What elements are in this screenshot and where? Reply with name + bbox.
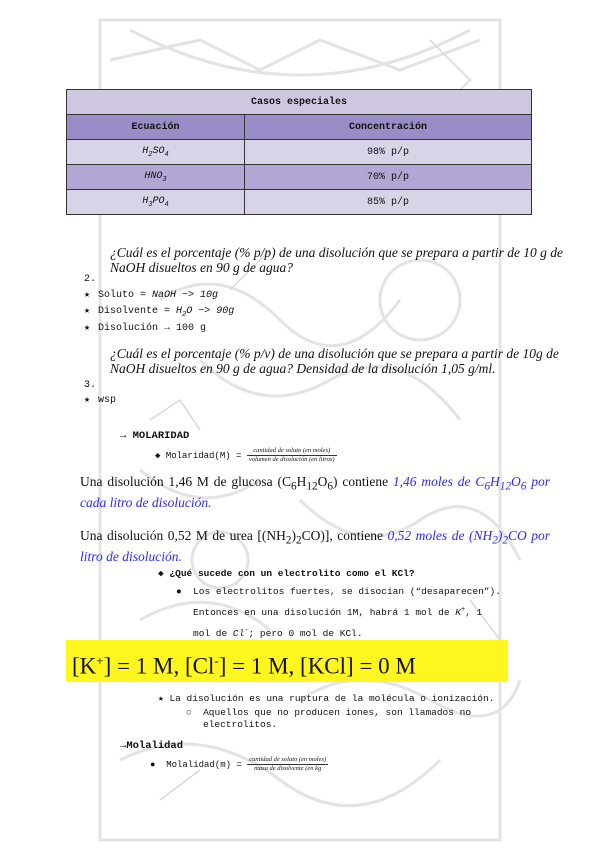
star-icon: ★ <box>84 290 91 301</box>
col-header-concentracion: Concentración <box>245 115 532 140</box>
electrolito-explanation: ● Los electrolitos fuertes, se disocian (“desaparecen”). Entonces en una disolución 1M, habrá 1 mol de K+, 1 mol de Cl-; pero 0 mol de KCl. <box>176 586 501 640</box>
ruptura-item: ★ La disolución es una ruptura de la molécula o ionización. <box>158 693 495 704</box>
molalidad-formula: ● Molalidad(m) = $\frac{\text{cantidad de soluto (en moles)}}{\text{masa de disolvente (en kg}}$ <box>150 756 327 772</box>
concentration-cell: 85% p/p <box>245 190 532 215</box>
molaridad-heading: → MOLARIDAD <box>120 430 190 442</box>
list-item: ★ Soluto = NaOH −> 10g <box>84 290 219 301</box>
table-row <box>67 140 532 165</box>
table-row <box>67 165 532 190</box>
list-item: ★ wsp <box>84 395 117 406</box>
glucosa-paragraph: Una disolución 1,46 M de glucosa $(C_6H_{12}O_6)$ contiene 1,46 moles de $C_6H_{12}O_6$ por cada litro de disolución. <box>80 474 550 510</box>
arrow-right-icon: → <box>120 430 127 442</box>
concentration-cell: 70% p/p <box>245 165 532 190</box>
no-electrolitos-item: ○ Aquellos que no producen iones, son llamados no electrolitos. <box>186 707 472 730</box>
star-icon: ★ <box>158 693 164 704</box>
list-item: ★ Disolvente = $H_2O -> 90g$ <box>84 306 235 319</box>
electrolito-question: ◆ ¿Qué sucede con un electrolito como el KCl? <box>158 568 415 579</box>
formula-cell: $H_3PO_4$ <box>67 190 245 215</box>
star-icon: ★ <box>84 323 91 334</box>
col-header-ecuacion: Ecuación <box>67 115 245 140</box>
molalidad-heading: →Molalidad <box>120 740 184 752</box>
bullet-dot-icon: ● <box>176 586 182 597</box>
highlighted-concentrations: [K+] = 1 M, [Cl-] = 1 M, [KCl] = 0 M <box>66 640 508 682</box>
molaridad-fraction: $\frac{\text{cantidad de soluto (en moles)}}{\text{volumen de disolución (en litros)}}$ <box>248 447 335 463</box>
star-icon: ★ <box>84 395 91 406</box>
circle-bullet-icon: ○ <box>186 707 192 718</box>
question-3-text: ¿Cuál es el porcentaje (% p/v) de una disolución que se prepara a partir de 10g de NaOH disueltos en 90 g de agua? Densidad de la disolución 1,05 g/ml. <box>110 346 559 376</box>
table-title: Casos especiales <box>67 90 532 115</box>
urea-paragraph: Una disolución 0,52 M de urea $[(NH_2)_2CO)$], contiene 0,52 moles de $(NH_2)_2CO$ por litro de disolución. <box>80 528 550 564</box>
list-item: ★ Disolución → 100 g <box>84 323 207 334</box>
casos-especiales-table <box>66 89 532 215</box>
bullet-dot-icon: ● <box>150 759 156 770</box>
question-2-number: 2. <box>84 274 97 285</box>
diamond-bullet-icon: ◆ <box>155 450 161 461</box>
question-2-text: ¿Cuál es el porcentaje (% p/p) de una disolución que se prepara a partir de 10 g de NaOH disueltos en 90 g de agua? <box>110 245 564 275</box>
table-row <box>67 190 532 215</box>
concentration-cell: 98% p/p <box>245 140 532 165</box>
question-3-number: 3. <box>84 380 97 391</box>
molaridad-formula: ◆ Molaridad(M) = $\frac{\text{cantidad de soluto (en moles)}}{\text{volumen de disolución (en litros)}}$ <box>155 447 335 463</box>
formula-cell: $H_2SO_4$ <box>67 140 245 165</box>
star-icon: ★ <box>84 306 91 317</box>
arrow-right-icon: → <box>120 740 127 752</box>
formula-cell: $HNO_3$ <box>67 165 245 190</box>
molalidad-fraction: $\frac{\text{cantidad de soluto (en moles)}}{\text{masa de disolvente (en kg}}$ <box>249 756 327 772</box>
diamond-bullet-icon: ◆ <box>158 568 164 579</box>
